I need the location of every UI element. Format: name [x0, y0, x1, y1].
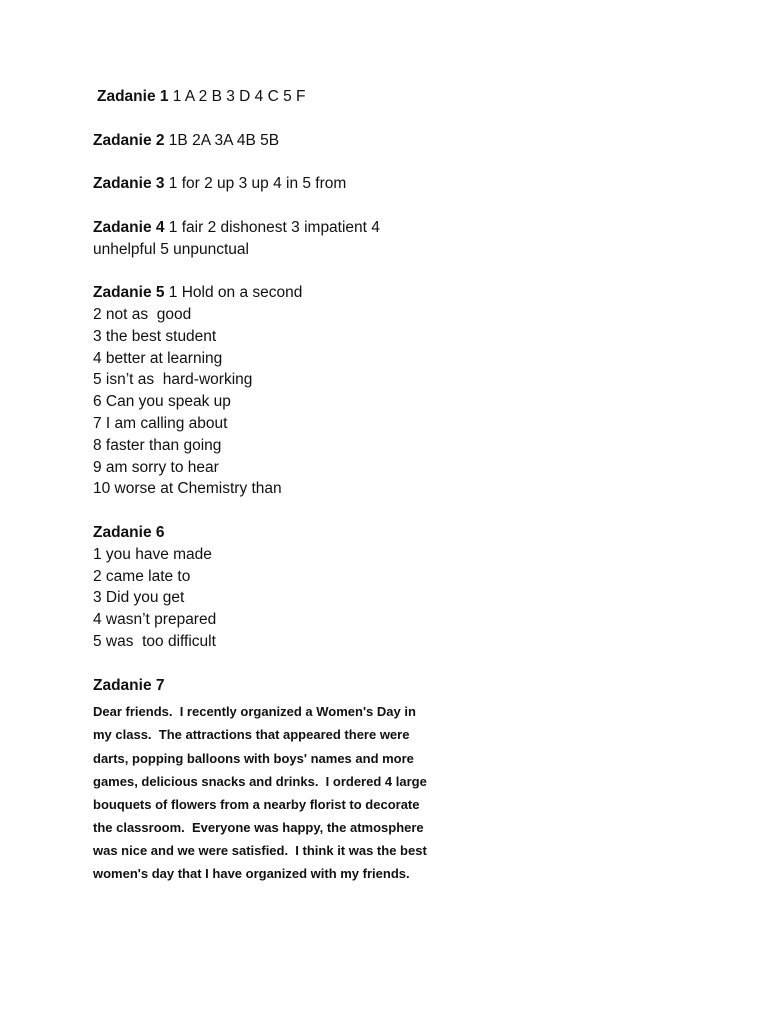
task-5-answer-7: 7 I am calling about — [93, 414, 228, 432]
task-5-answer-9: 9 am sorry to hear — [93, 458, 219, 476]
task-6-answer-5: 5 was too difficult — [93, 632, 216, 650]
task-6-answer-3: 3 Did you get — [93, 589, 185, 607]
task-6 — [93, 522, 513, 653]
task-5-answer-4: 4 better at learning — [93, 349, 223, 367]
task-5-line — [93, 282, 513, 304]
task-2 — [93, 130, 513, 152]
task-1-label: Zadanie 1 — [97, 88, 169, 105]
task-6-label: Zadanie 6 — [93, 523, 165, 541]
task-5 — [93, 282, 513, 500]
task-7 — [93, 675, 513, 886]
task-4-line — [93, 217, 513, 239]
task-6-answer-2: 2 came late to — [93, 567, 191, 585]
task-5-answer-6: 6 Can you speak up — [93, 393, 231, 411]
letter-line-6: the classroom. Everyone was happy, the atmosphere — [93, 819, 424, 835]
task-4-label: Zadanie 4 — [93, 218, 165, 236]
task-5-answer: 1 Hold on a second — [164, 284, 303, 302]
task-4 — [93, 217, 513, 261]
task-1 — [93, 86, 513, 108]
task-3-label: Zadanie 3 — [93, 175, 165, 193]
task-7-letter — [93, 700, 473, 885]
task-5-label: Zadanie 5 — [93, 284, 165, 302]
letter-line-4: games, delicious snacks and drinks. I ordered 4 large — [93, 773, 427, 789]
task-4-answer-continued: unhelpful 5 unpunctual — [93, 240, 249, 258]
letter-line-1: Dear friends. I recently organized a Women's Day in — [93, 704, 416, 720]
task-7-label: Zadanie 7 — [93, 676, 165, 694]
task-1-answer: 1 A 2 B 3 D 4 C 5 F — [168, 88, 306, 105]
letter-line-3: darts, popping balloons with boys' names and more — [93, 750, 414, 766]
letter-line-5: bouquets of flowers from a nearby florist to decorate — [93, 796, 420, 812]
letter-line-2: my class. The attractions that appeared there were — [93, 727, 410, 743]
task-2-answer: 1B 2A 3A 4B 5B — [164, 131, 280, 149]
task-5-answer-2: 2 not as good — [93, 305, 192, 323]
task-2-label: Zadanie 2 — [93, 131, 165, 149]
task-3 — [93, 173, 513, 195]
task-6-answer-4: 4 wasn’t prepared — [93, 611, 217, 629]
task-5-answer-10: 10 worse at Chemistry than — [93, 480, 282, 498]
task-3-answer: 1 for 2 up 3 up 4 in 5 from — [164, 175, 347, 193]
task-5-answer-8: 8 faster than going — [93, 436, 222, 454]
task-5-answer-5: 5 isn’t as hard-working — [93, 371, 253, 389]
document-page — [93, 86, 513, 907]
task-6-answer-1: 1 you have made — [93, 545, 212, 563]
letter-line-8: women's day that I have organized with my friends. — [93, 865, 410, 881]
task-1-line — [97, 86, 513, 108]
task-4-answer: 1 fair 2 dishonest 3 impatient 4 — [164, 218, 380, 236]
letter-line-7: was nice and we were satisfied. I think it was the best — [93, 842, 427, 858]
task-2-line — [93, 130, 513, 152]
task-3-line — [93, 173, 513, 195]
task-5-answer-3: 3 the best student — [93, 327, 217, 345]
